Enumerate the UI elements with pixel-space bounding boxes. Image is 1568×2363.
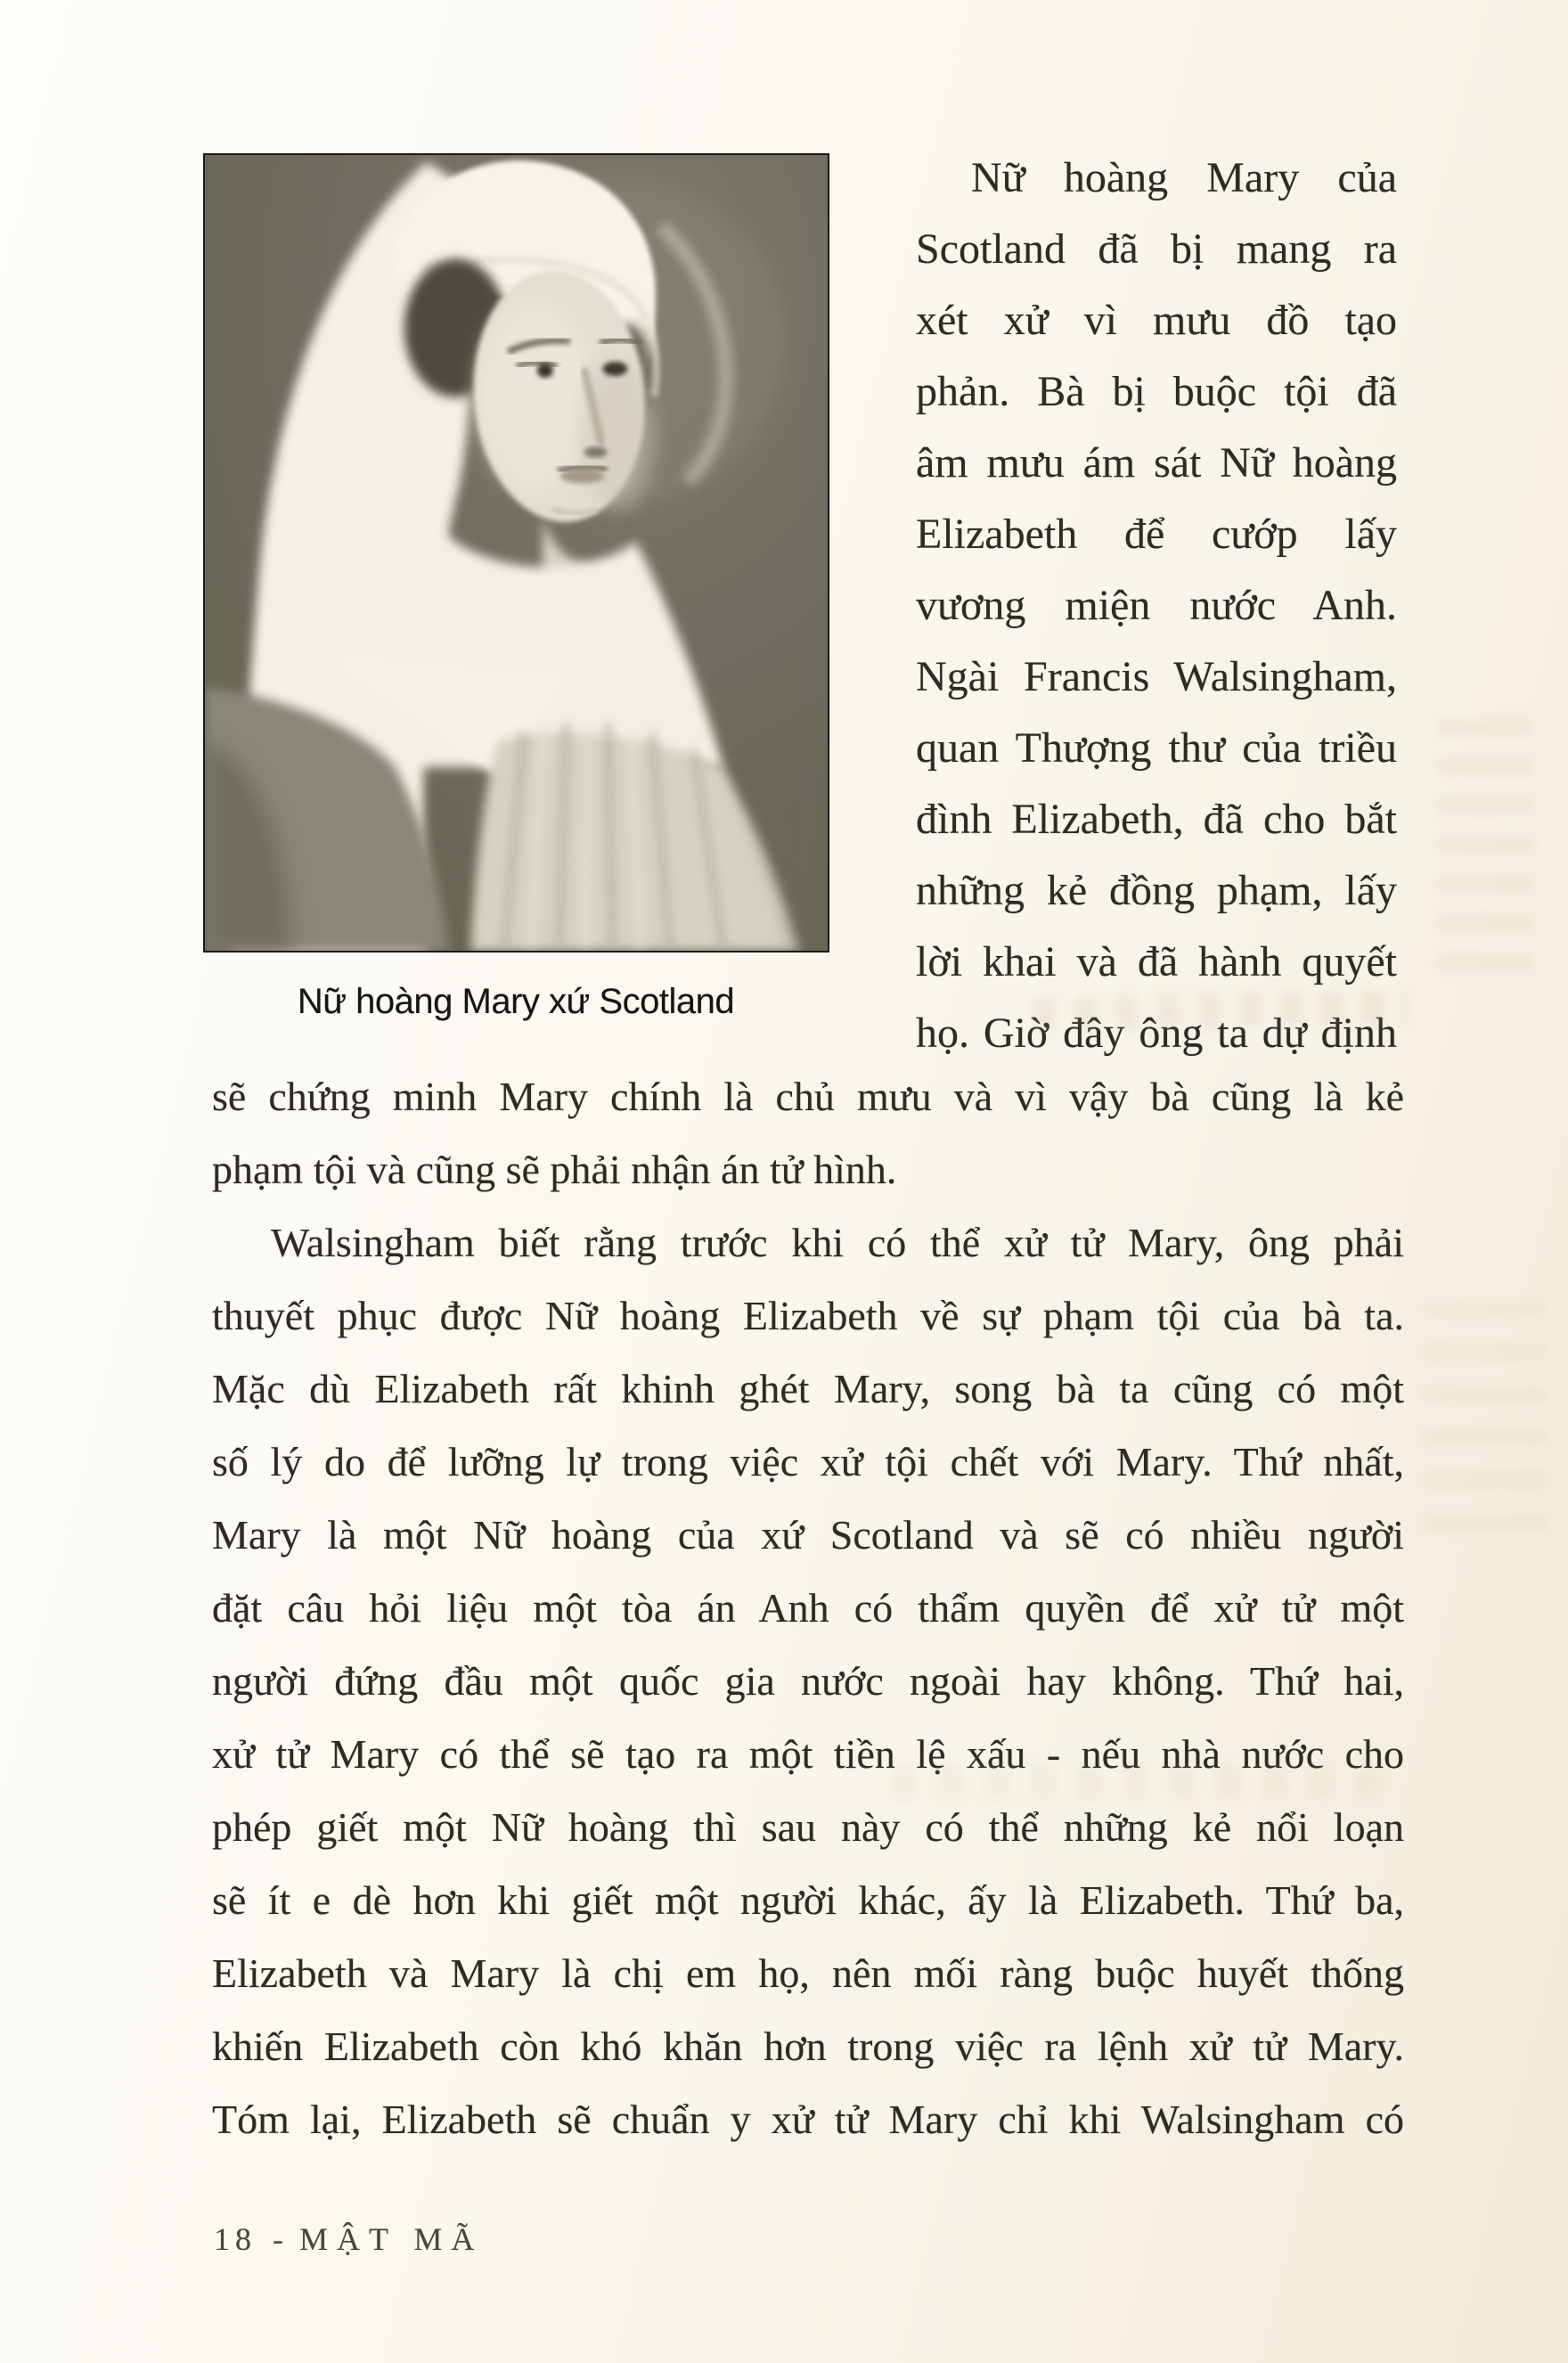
- text-line: Nữ hoàng Mary của: [971, 154, 1397, 201]
- page-footer: [214, 2220, 483, 2258]
- right-text-column: [916, 143, 1397, 1069]
- ghost-smudge: [1422, 1301, 1547, 1533]
- text-line: phép giết một Nữ hoàng thì sau này có thể những kẻ nổi loạn: [212, 1804, 1404, 1850]
- footer-separator: -: [273, 2221, 283, 2257]
- text-line: Elizabeth để cướp lấy: [916, 511, 1397, 558]
- text-line: vương miện nước Anh.: [916, 582, 1397, 629]
- text-line: những kẻ đồng phạm, lấy: [916, 867, 1397, 914]
- text-line: Elizabeth và Mary là chị em họ, nên mối ràng buộc huyết thống: [212, 1950, 1404, 1996]
- text-line: đình Elizabeth, đã cho bắt: [916, 796, 1397, 843]
- text-line: xét xử vì mưu đồ tạo: [916, 297, 1397, 344]
- text-line: Tóm lại, Elizabeth sẽ chuẩn y xử tử Mary chỉ khi Walsingham có: [212, 2097, 1404, 2142]
- text-line: phạm tội và cũng sẽ phải nhận án tử hình.: [212, 1147, 897, 1192]
- text-line: Mary là một Nữ hoàng của xứ Scotland và sẽ có nhiều người: [212, 1512, 1404, 1558]
- text-line: lời khai và đã hành quyết: [916, 938, 1397, 985]
- text-line: Ngài Francis Walsingham,: [916, 653, 1397, 700]
- book-title: MẬT MÃ: [299, 2221, 484, 2257]
- text-line: đặt câu hỏi liệu một tòa án Anh có thẩm quyền để xử tử một: [212, 1585, 1404, 1631]
- main-text-block: [212, 1060, 1404, 2156]
- text-line: thuyết phục được Nữ hoàng Elizabeth về sự phạm tội của bà ta.: [212, 1293, 1404, 1338]
- text-line: Walsingham biết rằng trước khi có thể xử tử Mary, ông phải: [271, 1220, 1404, 1265]
- text-line: số lý do để lưỡng lự trong việc xử tội chết với Mary. Thứ nhất,: [212, 1439, 1404, 1484]
- text-line: họ. Giờ đây ông ta dự định: [916, 1010, 1397, 1057]
- ghost-smudge: [1436, 704, 1534, 971]
- text-line: Mặc dù Elizabeth rất khinh ghét Mary, song bà ta cũng có một: [212, 1366, 1404, 1411]
- text-line: người đứng đầu một quốc gia nước ngoài hay không. Thứ hai,: [212, 1658, 1404, 1704]
- portrait-figure: [203, 153, 829, 953]
- text-line: phản. Bà bị buộc tội đã: [916, 368, 1397, 415]
- text-line: âm mưu ám sát Nữ hoàng: [916, 439, 1397, 487]
- text-line: khiến Elizabeth còn khó khăn hơn trong việc ra lệnh xử tử Mary.: [212, 2024, 1404, 2069]
- text-line: sẽ chứng minh Mary chính là chủ mưu và vì vậy bà cũng là kẻ: [212, 1074, 1404, 1119]
- text-line: xử tử Mary có thể sẽ tạo ra một tiền lệ xấu - nếu nhà nước cho: [212, 1731, 1404, 1777]
- mary-queen-of-scots-portrait-image: [205, 155, 828, 951]
- text-line: quan Thượng thư của triều: [916, 724, 1397, 772]
- text-line: sẽ ít e dè hơn khi giết một người khác, ấy là Elizabeth. Thứ ba,: [212, 1877, 1404, 1923]
- portrait-caption: Nữ hoàng Mary xứ Scotland: [297, 982, 735, 1021]
- page-number: 18: [214, 2221, 257, 2257]
- text-line: Scotland đã bị mang ra: [916, 225, 1397, 273]
